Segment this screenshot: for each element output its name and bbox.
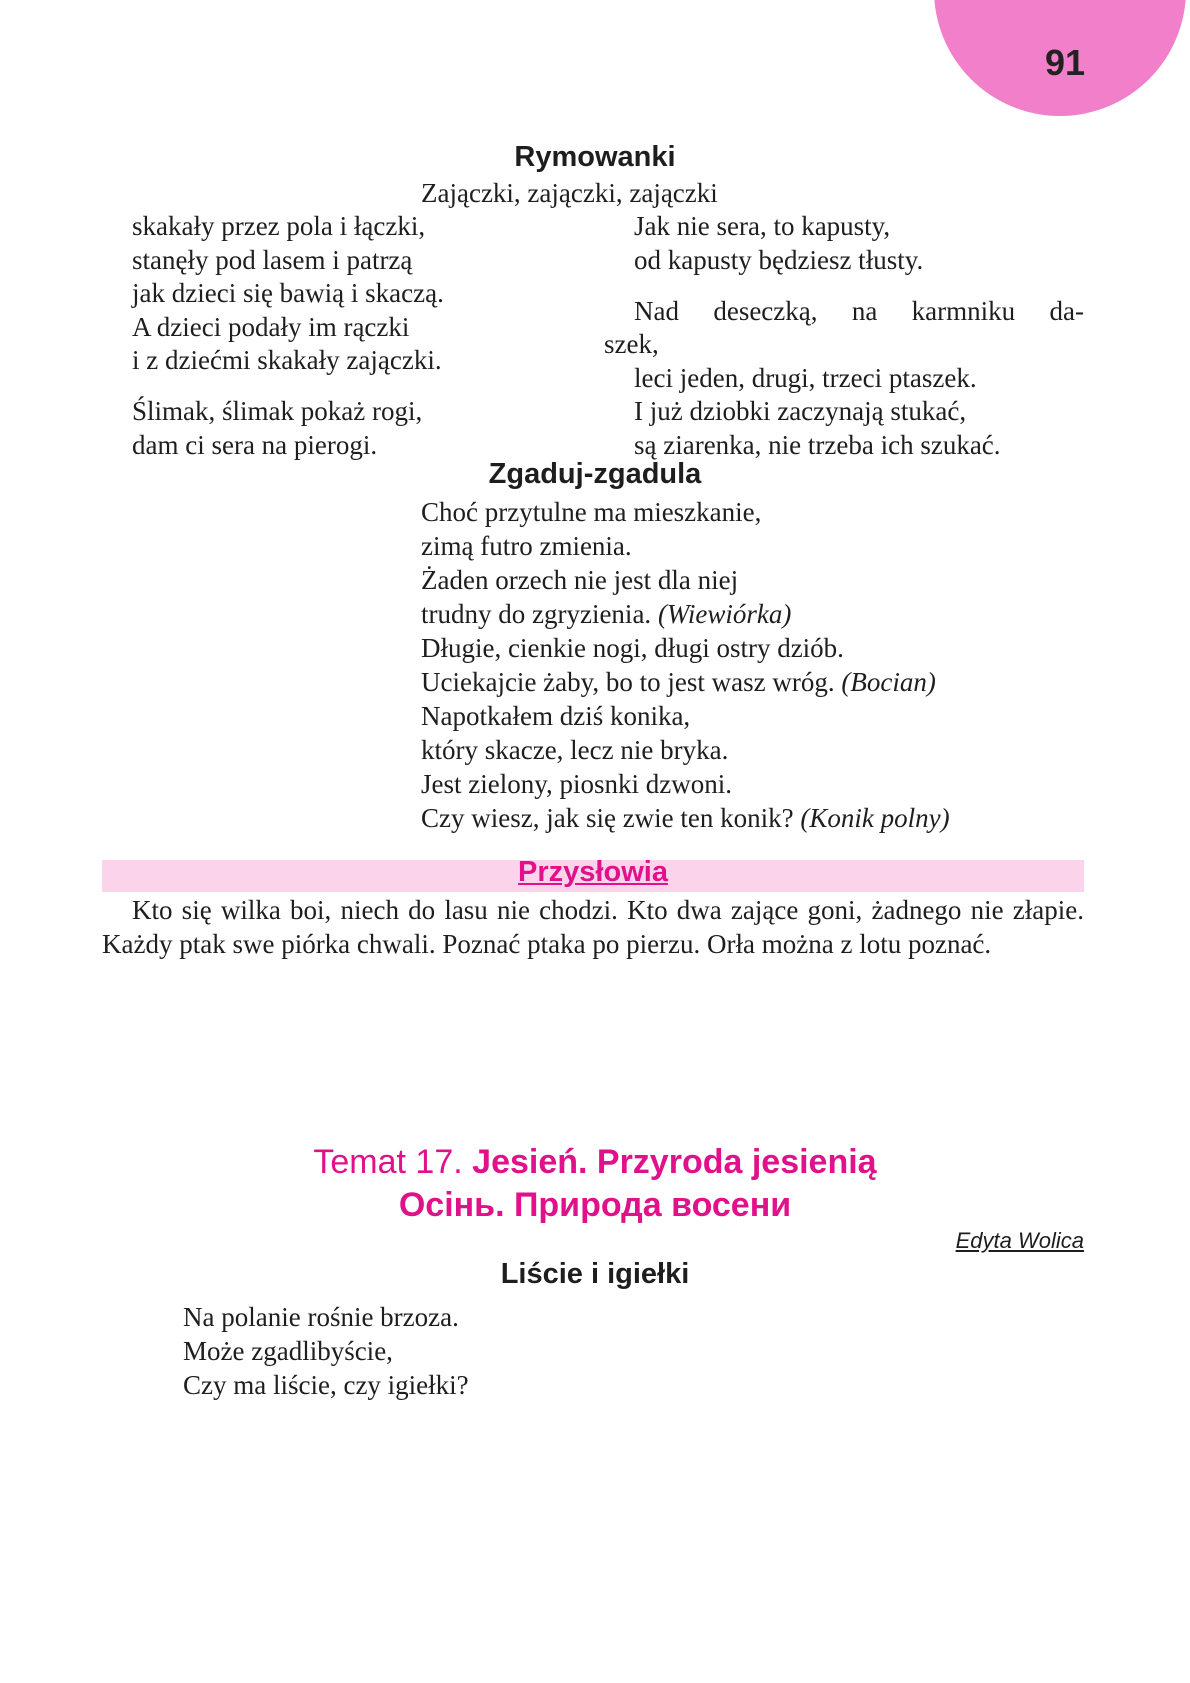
- left-col-line: dam ci sera na pierogi.: [132, 430, 378, 460]
- left-col-line: Ślimak, ślimak pokaż rogi,: [132, 396, 423, 426]
- riddle-line: Czy wiesz, jak się zwie ten konik? (Konik polny): [421, 803, 950, 833]
- right-col-line: szek,: [604, 329, 659, 359]
- riddle-line: Choć przytulne ma mieszkanie,: [421, 497, 762, 527]
- topic-title-pl: [0, 1143, 1190, 1182]
- right-col-line: Jak nie sera, to kapusty,: [634, 211, 891, 241]
- right-col-line: od kapusty będziesz tłusty.: [634, 245, 924, 275]
- riddle-line: zimą futro zmienia.: [421, 531, 632, 561]
- rymowanki-title: Rymowanki: [514, 141, 676, 173]
- riddle-line: Żaden orzech nie jest dla niej: [421, 565, 739, 595]
- page-number: 91: [1044, 42, 1086, 83]
- left-col-line: i z dziećmi skakały zajączki.: [132, 345, 442, 375]
- rymowanki-first-line: Zajączki, zajączki, zajączki: [421, 178, 718, 208]
- poem-line: Czy ma liście, czy igiełki?: [183, 1370, 469, 1400]
- riddle-line: Napotkałem dziś konika,: [421, 701, 691, 731]
- poem-line: Na polanie rośnie brzoza.: [183, 1302, 459, 1332]
- right-col-line: leci jeden, drugi, trzeci ptaszek.: [634, 363, 977, 393]
- riddle-line: Uciekajcie żaby, bo to jest wasz wróg. (Bocian): [421, 667, 936, 697]
- left-col-line: stanęły pod lasem i patrzą: [132, 245, 413, 275]
- poem-author: Edyta Wolica: [955, 1228, 1084, 1253]
- poem-line: Może zgadlibyście,: [183, 1336, 393, 1366]
- zgadula-title: Zgaduj-zgadula: [488, 458, 702, 490]
- riddle-line: trudny do zgryzienia. (Wiewiórka): [421, 599, 792, 629]
- right-col-line: Nad deseczką, na karmniku da-: [634, 296, 1084, 326]
- riddle-answer: (Konik polny): [800, 803, 950, 833]
- poem-title: Liście i igiełki: [500, 1258, 690, 1290]
- left-col-line: skakały przez pola i łączki,: [132, 211, 426, 241]
- right-col-line: są ziarenka, nie trzeba ich szukać.: [634, 430, 1001, 460]
- proverbs-title: Przysłowia: [518, 856, 668, 888]
- riddle-answer: (Bocian): [841, 667, 936, 697]
- riddle-line: Długie, cienkie nogi, długi ostry dziób.: [421, 633, 844, 663]
- riddle-line: Jest zielony, piosnki dzwoni.: [421, 769, 732, 799]
- topic-name-pl: Jesień. Przyroda jesienią: [472, 1143, 877, 1181]
- riddle-answer: (Wiewiórka): [657, 599, 792, 629]
- riddle-line: który skacze, lecz nie bryka.: [421, 735, 729, 765]
- topic-title-ua: Осінь. Природа восени: [398, 1186, 792, 1224]
- left-col-line: A dzieci podały im rączki: [132, 312, 410, 342]
- topic-prefix: Temat 17.: [313, 1143, 463, 1181]
- proverbs-text: Kto się wilka boi, niech do lasu nie chodzi. Kto dwa zające goni, żadnego nie złapie. Każdy ptak swe piórka chwali. Poznać ptaka po pierzu. Orła można z lotu poznać.: [102, 895, 1084, 959]
- left-col-line: jak dzieci się bawią i skaczą.: [132, 278, 444, 308]
- right-col-line: I już dziobki zaczynają stukać,: [634, 396, 967, 426]
